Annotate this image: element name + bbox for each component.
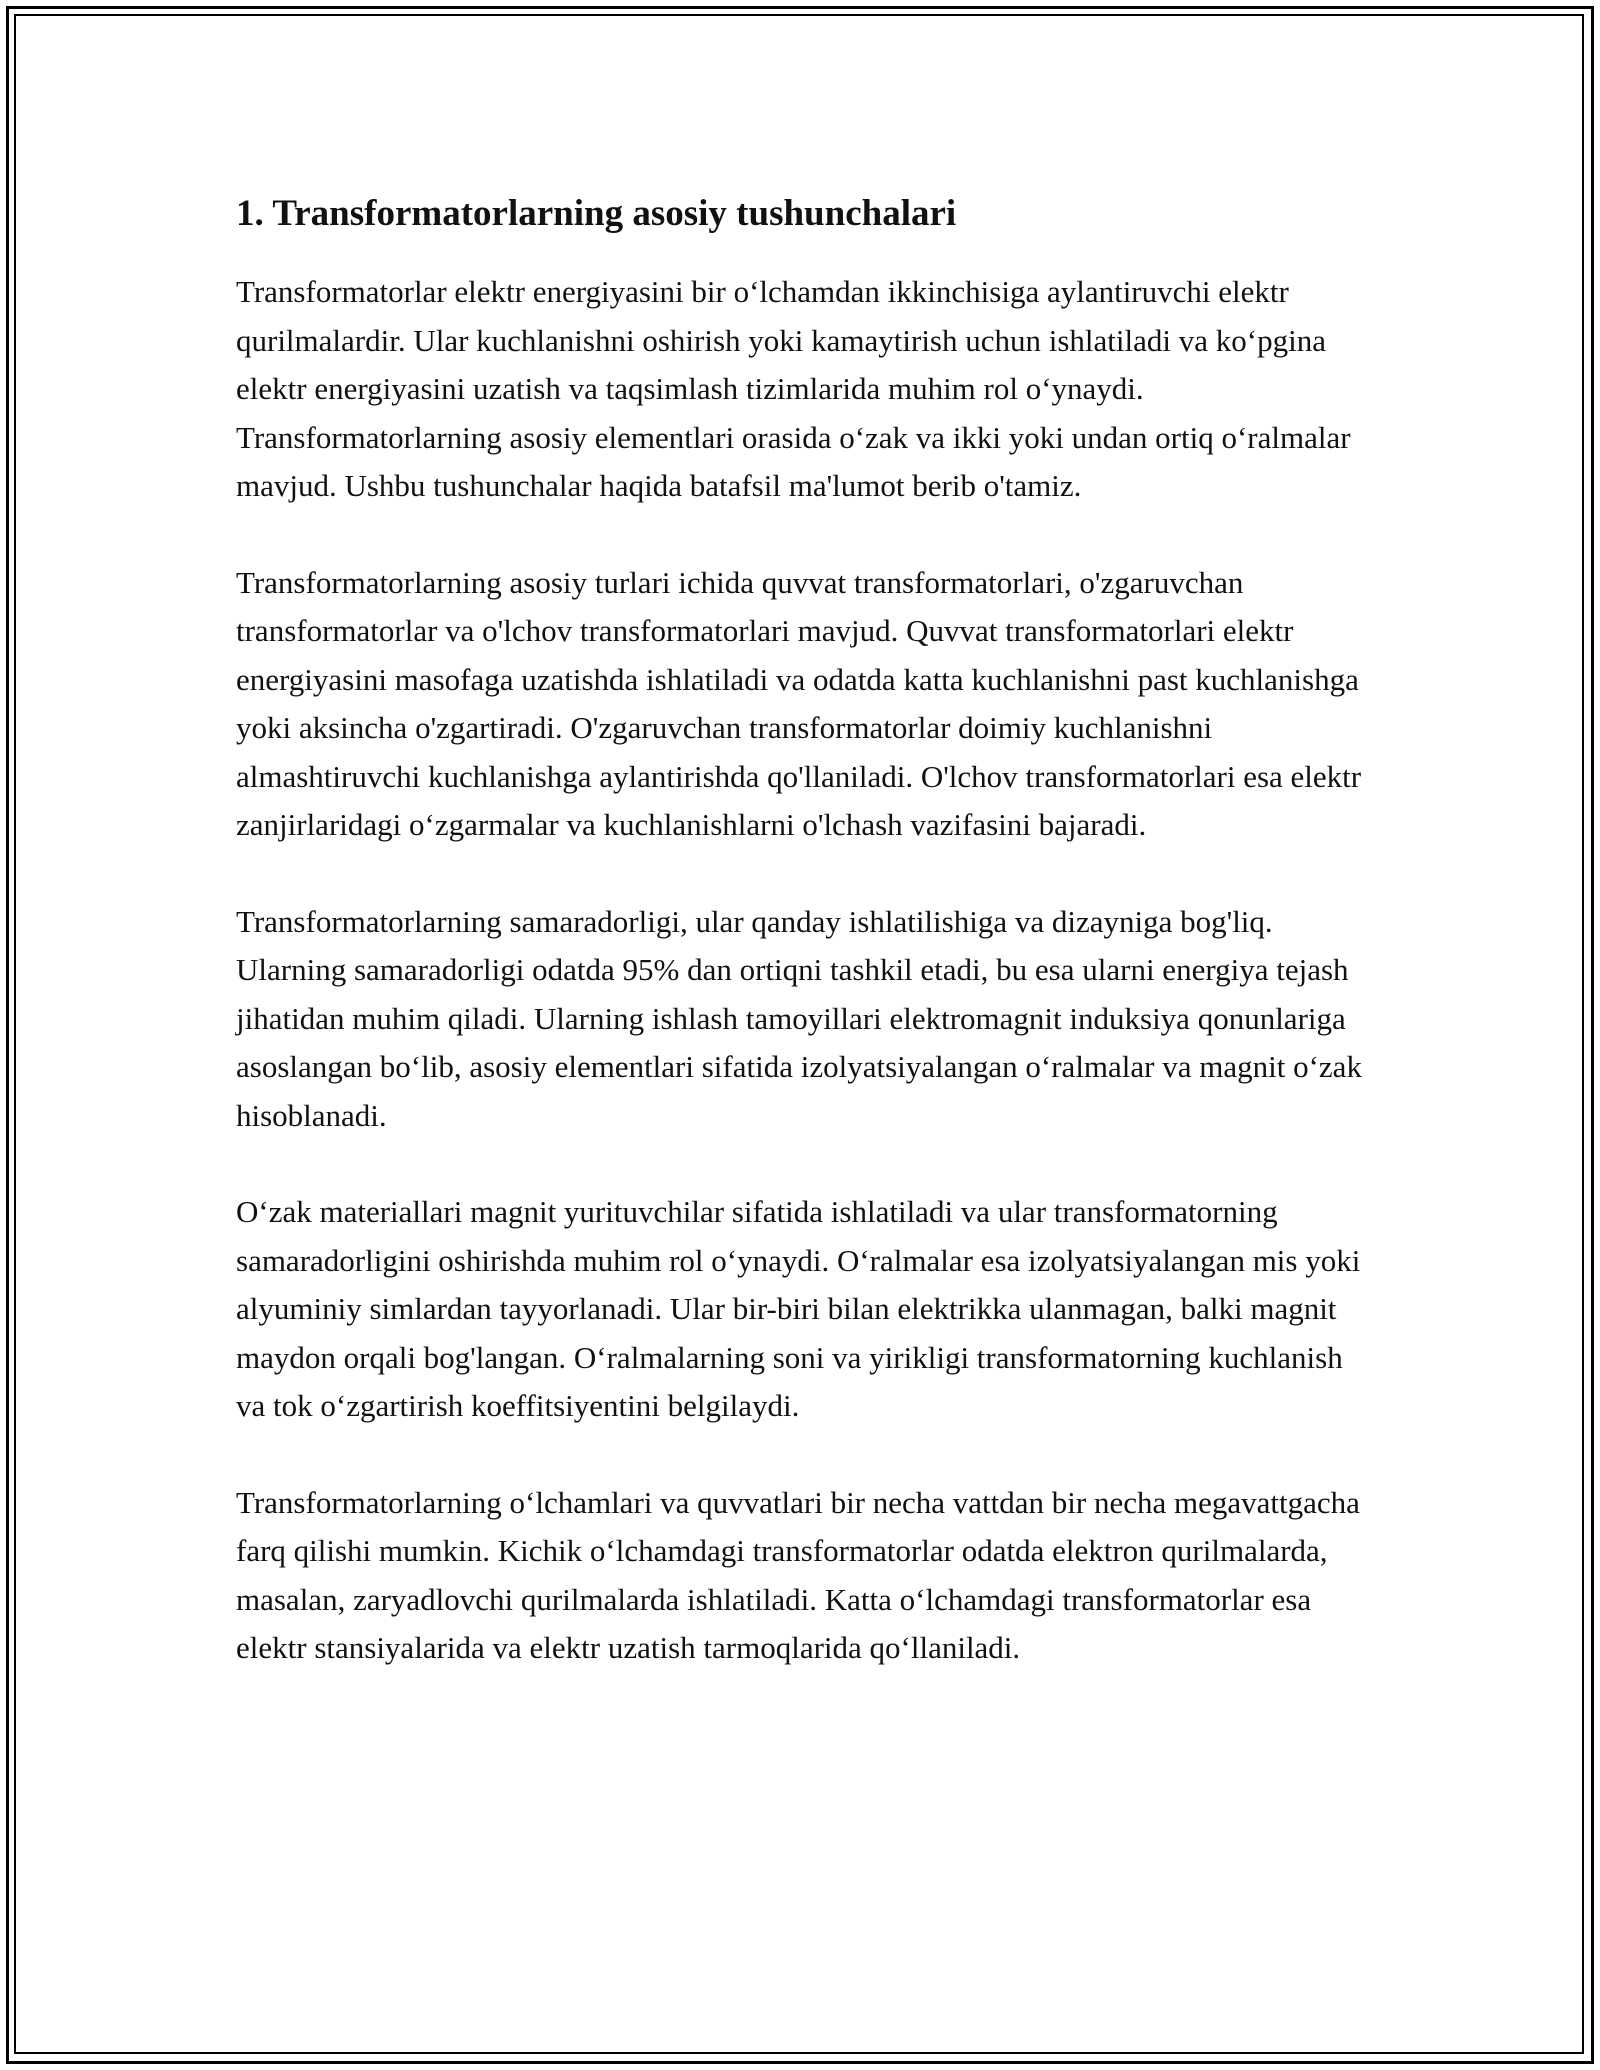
paragraph-1: Transformatorlar elektr energiyasini bir o‘lchamdan ikkinchisiga aylantiruvchi elektr qurilmalardir. Ular kuchlanishni oshirish yoki kamaytirish uchun ishlatiladi va ko‘pgina elektr energiyasini uzatish va taqsimlash tizimlarida muhim rol o‘ynaydi. Transformatorlarning asosiy elementlari orasida o‘zak va ikki yoki undan ortiq o‘ralmalar mavjud. Ushbu tushunchalar haqida batafsil ma'lumot berib o'tamiz. — [236, 274, 1351, 503]
paragraph-2: Transformatorlarning asosiy turlari ichida quvvat transformatorlari, o'zgaruvchan transformatorlar va o'lchov transformatorlari mavjud. Quvvat transformatorlari elektr energiyasini masofaga uzatishda ishlatiladi va odatda katta kuchlanishni past kuchlanishga yoki aksincha o'zgartiradi. O'zgaruvchan transformatorlar doimiy kuchlanishni almashtiruvchi kuchlanishga aylantirishda qo'llaniladi. O'lchov transformatorlari esa elektr zanjirlaridagi o‘zgarmalar va kuchlanishlarni o'lchash vazifasini bajaradi. — [236, 564, 1362, 842]
section-heading: 1. Transformatorlarning asosiy tushunchalari — [236, 193, 957, 234]
paragraph-3: Transformatorlarning samaradorligi, ular qanday ishlatilishiga va dizayniga bog'liq. Ularning samaradorligi odatda 95% dan ortiqni tashkil etadi, bu esa ularni energiya tejash jihatidan muhim qiladi. Ularning ishlash tamoyillari elektromagnit induksiya qonunlariga asoslangan bo‘lib, asosiy elementlari sifatida izolyatsiyalangan o‘ralmalar va magnit o‘zak hisoblanadi. — [236, 903, 1362, 1133]
document-body — [236, 186, 1376, 1721]
paragraph-4: O‘zak materiallari magnit yurituvchilar sifatida ishlatiladi va ular transformatorning samaradorligini oshirishda muhim rol o‘ynaydi. O‘ralmalar esa izolyatsiyalangan mis yoki alyuminiy simlardan tayyorlanadi. Ular bir-biri bilan elektrikka ulanmagan, balki magnit maydon orqali bog'langan. O‘ralmalarning soni va yirikligi transformatorning kuchlanish va tok o‘zgartirish koeffitsiyentini belgilaydi. — [236, 1194, 1361, 1423]
paragraph-5: Transformatorlarning o‘lchamlari va quvvatlari bir necha vattdan bir necha megavattgacha farq qilishi mumkin. Kichik o‘lchamdagi transformatorlar odatda elektron qurilmalarda, masalan, zaryadlovchi qurilmalarda ishlatiladi. Katta o‘lchamdagi transformatorlar esa elektr stansiyalarida va elektr uzatish tarmoqlarida qo‘llaniladi. — [236, 1484, 1360, 1665]
